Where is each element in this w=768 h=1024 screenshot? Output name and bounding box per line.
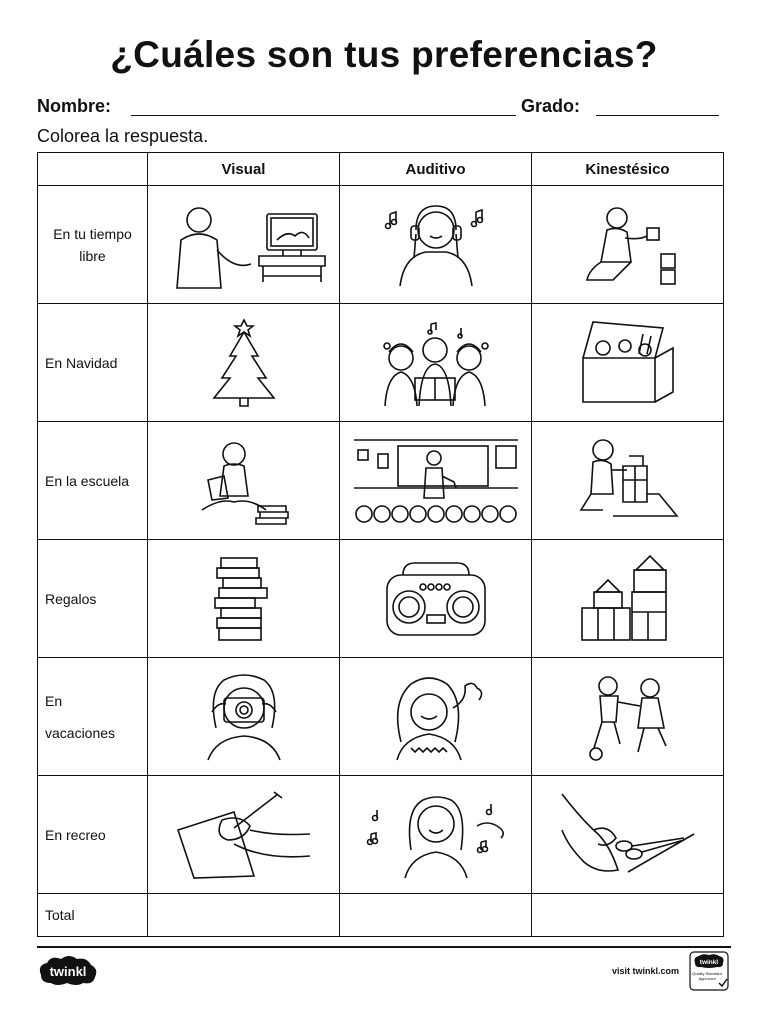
table-row: [38, 658, 724, 776]
answer-cell[interactable]: [532, 658, 724, 776]
christmas-tree-icon: [204, 318, 284, 408]
girl-taking-photo-icon: [194, 672, 294, 762]
answer-cell[interactable]: [148, 186, 340, 304]
total-cell-auditivo[interactable]: [340, 894, 532, 937]
preferences-table: [37, 152, 724, 937]
table-row: [38, 186, 724, 304]
row-label: En Navidad: [38, 304, 148, 422]
name-grade-row: [37, 94, 721, 120]
quality-badge: [689, 951, 729, 996]
answer-cell[interactable]: [532, 186, 724, 304]
building-blocks-icon: [578, 554, 678, 644]
kids-playing-football-icon: [578, 672, 678, 762]
total-label: Total: [38, 894, 148, 937]
answer-cell[interactable]: [340, 304, 532, 422]
girl-singing-icon: [361, 790, 511, 880]
twinkl-logo-icon: [37, 955, 99, 987]
answer-cell[interactable]: [148, 658, 340, 776]
row-label: En la escuela: [38, 422, 148, 540]
answer-cell[interactable]: [340, 540, 532, 658]
answer-cell[interactable]: [148, 776, 340, 894]
person-watching-tv-icon: [159, 200, 329, 290]
instruction-text: Colorea la respuesta.: [37, 126, 209, 146]
toy-box-icon: [573, 318, 683, 408]
table-row: [38, 422, 724, 540]
child-playing-blocks-icon: [573, 200, 683, 290]
header-auditivo: Auditivo: [340, 153, 532, 186]
answer-cell[interactable]: [340, 776, 532, 894]
girl-with-headphones-icon: [376, 200, 496, 290]
answer-cell[interactable]: [340, 658, 532, 776]
answer-cell[interactable]: [340, 186, 532, 304]
row-label: Regalos: [38, 540, 148, 658]
footer-rule: [37, 946, 731, 948]
radio-cassette-icon: [381, 559, 491, 639]
page-title: ¿Cuáles son tus preferencias?: [110, 34, 658, 75]
answer-cell[interactable]: [148, 304, 340, 422]
name-label: Nombre:: [37, 96, 112, 116]
grade-label: Grado:: [521, 96, 581, 116]
header-row: [38, 153, 724, 186]
answer-cell[interactable]: [340, 422, 532, 540]
header-visual: Visual: [148, 153, 340, 186]
row-label: En recreo: [38, 776, 148, 894]
answer-cell[interactable]: [532, 304, 724, 422]
answer-cell[interactable]: [148, 422, 340, 540]
twinkl-logo: [37, 955, 99, 992]
visit-link[interactable]: visit twinkl.com: [612, 966, 680, 976]
answer-cell[interactable]: [532, 540, 724, 658]
table-row: [38, 776, 724, 894]
logo-text: twinkl: [49, 964, 87, 979]
row-label: En vacaciones: [38, 658, 148, 776]
row-label: En tu tiempo libre: [38, 186, 148, 304]
stack-of-books-icon: [209, 554, 279, 644]
header-empty: [38, 153, 148, 186]
name-input-line[interactable]: [131, 115, 516, 116]
boy-reading-book-icon: [194, 436, 294, 526]
total-row: [38, 894, 724, 937]
carol-singers-icon: [371, 318, 501, 408]
badge-text: Quality Standard Approved: [692, 971, 722, 981]
answer-cell[interactable]: [148, 540, 340, 658]
girl-listening-icon: [381, 672, 491, 762]
header-kinestesico: Kinestésico: [532, 153, 724, 186]
table-row: [38, 540, 724, 658]
total-cell-visual[interactable]: [148, 894, 340, 937]
teacher-at-board-icon: [352, 436, 520, 526]
table-row: [38, 304, 724, 422]
badge-title: twinkl: [699, 959, 719, 966]
grade-input-line[interactable]: [596, 115, 719, 116]
answer-cell[interactable]: [532, 422, 724, 540]
hands-cutting-icon: [558, 790, 698, 880]
answer-cell[interactable]: [532, 776, 724, 894]
child-building-icon: [573, 436, 683, 526]
total-cell-kinestesico[interactable]: [532, 894, 724, 937]
quality-badge-icon: [689, 951, 729, 991]
hand-drawing-icon: [174, 790, 314, 880]
